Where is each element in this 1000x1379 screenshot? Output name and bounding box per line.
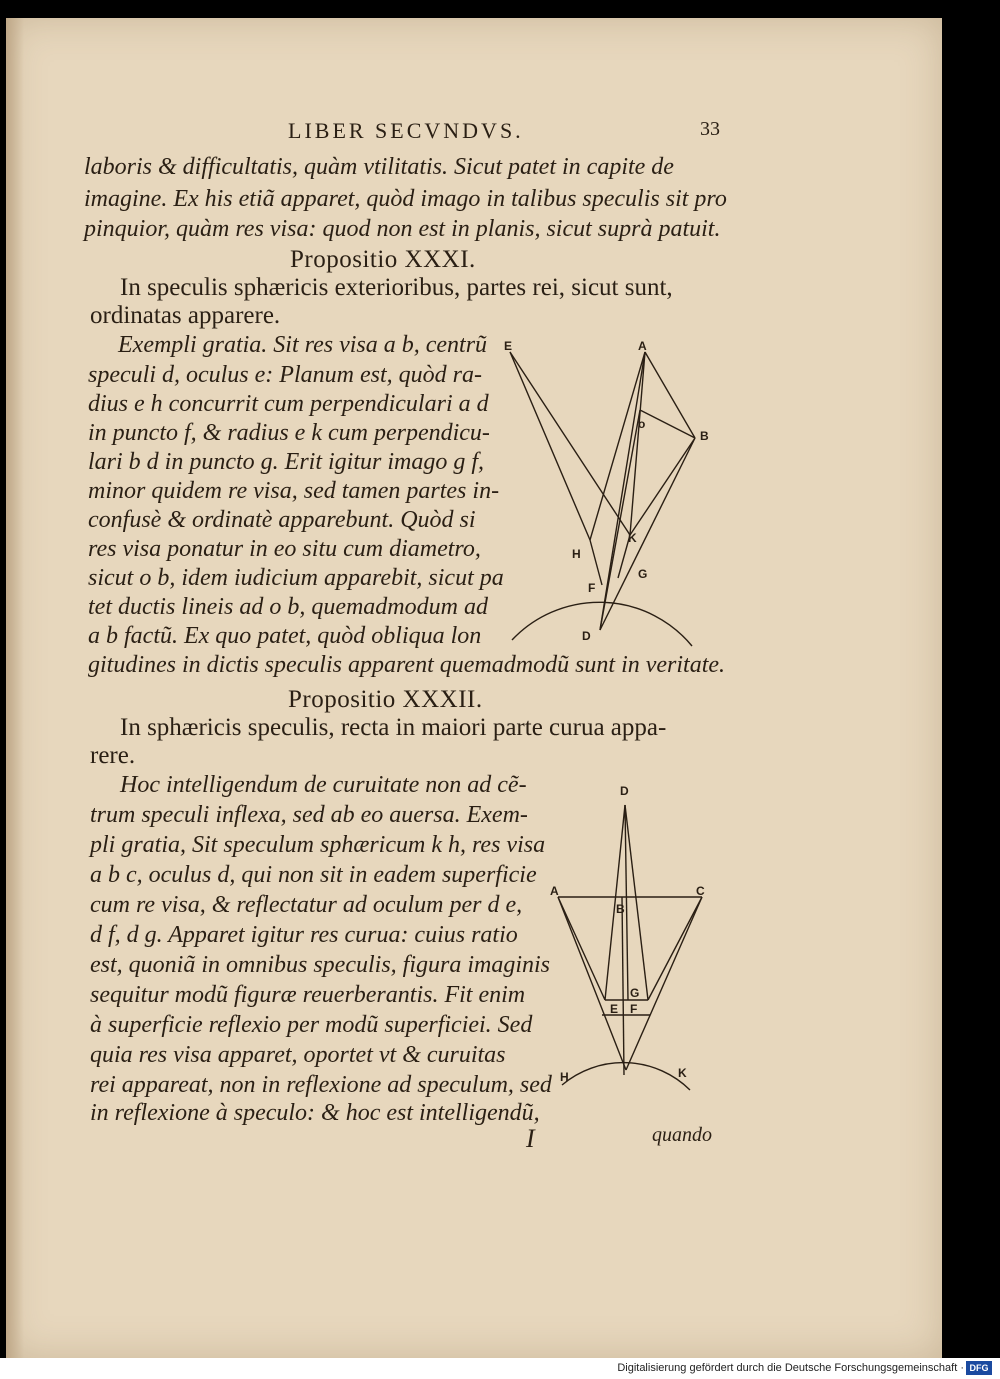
text-line: pli gratia, Sit speculum sphæricum k h, res visa bbox=[90, 832, 546, 858]
label-G: G bbox=[630, 986, 640, 1000]
text-line: laboris & difficultatis, quàm vtilitatis. Sicut patet in capite de bbox=[84, 154, 674, 180]
label-H: H bbox=[572, 547, 581, 561]
text-line: in reflexione à speculo: & hoc est intelligendũ, bbox=[90, 1100, 540, 1126]
enunciation-line: rere. bbox=[90, 742, 136, 769]
text-line: Hoc intelligendum de curuitate non ad cẽ- bbox=[120, 772, 527, 798]
text-line: quia res visa apparet, oportet vt & curuitas bbox=[90, 1042, 506, 1068]
text-line: a b c, oculus d, qui non sit in eadem superficie bbox=[90, 862, 537, 888]
label-O: o bbox=[638, 417, 646, 431]
text-line: sequitur modũ figuræ reuerberantis. Fit enim bbox=[90, 982, 526, 1008]
text-line: tet ductis lineis ad o b, quemadmodum ad bbox=[88, 594, 488, 620]
label-C: C bbox=[696, 884, 705, 898]
text-line: est, quoniã in omnibus speculis, figura imaginis bbox=[90, 952, 551, 978]
text-line: res visa ponatur in eo situ cum diametro, bbox=[88, 536, 481, 562]
label-A: A bbox=[550, 884, 559, 898]
text-line: lari b d in puncto g. Erit igitur imago g f, bbox=[88, 449, 485, 475]
signature-mark: I bbox=[526, 1124, 535, 1153]
label-F: F bbox=[630, 1002, 638, 1016]
proposition-title: Propositio XXXII. bbox=[288, 686, 483, 713]
text-line: imagine. Ex his etiã apparet, quòd imago in talibus speculis sit pro bbox=[84, 186, 727, 212]
proposition-title: Propositio XXXI. bbox=[290, 246, 476, 273]
label-A: A bbox=[638, 339, 647, 353]
text-line: Exempli gratia. Sit res visa a b, centrũ bbox=[118, 332, 488, 358]
page-number: 33 bbox=[700, 118, 720, 140]
text-line: pinquior, quàm res visa: quod non est in planis, sicut suprà patuit. bbox=[84, 216, 721, 242]
diagram-proposition-31 bbox=[490, 330, 740, 650]
label-K: K bbox=[628, 531, 637, 545]
text-line: sicut o b, idem iudicium apparebit, sicut pa bbox=[88, 565, 504, 591]
label-H: H bbox=[560, 1070, 569, 1084]
text-line: trum speculi inflexa, sed ab eo auersa. Exem- bbox=[90, 802, 528, 828]
text-line: d f, d g. Apparet igitur res curua: cuius ratio bbox=[90, 922, 518, 948]
mirror-arc bbox=[562, 1063, 690, 1090]
text-line: minor quidem re visa, sed tamen partes in- bbox=[88, 478, 500, 504]
text-line: in puncto f, & radius e k cum perpendicu- bbox=[88, 420, 490, 446]
diagram-proposition-32 bbox=[540, 775, 740, 1120]
text-line: confusè & ordinatè apparebunt. Quòd si bbox=[88, 507, 476, 533]
text-line: a b factũ. Ex quo patet, quòd obliqua lon bbox=[88, 623, 482, 649]
dfg-logo: DFG bbox=[966, 1361, 992, 1375]
text-line: à superficie reflexio per modũ superficiei. Sed bbox=[90, 1012, 533, 1038]
label-B: B bbox=[616, 902, 625, 916]
mirror-arc bbox=[512, 602, 692, 646]
running-title: LIBER SECVNDVS. bbox=[288, 118, 524, 143]
enunciation-line: ordinatas apparere. bbox=[90, 302, 281, 329]
text-line: gitudines in dictis speculis apparent quemadmodũ sunt in veritate. bbox=[88, 652, 726, 678]
page-gutter-shadow bbox=[6, 18, 24, 1358]
text-line: dius e h concurrit cum perpendiculari a d bbox=[88, 391, 489, 417]
label-K: K bbox=[678, 1066, 687, 1080]
text-line: rei appareat, non in reflexione ad speculum, sed bbox=[90, 1072, 552, 1098]
label-E: E bbox=[610, 1002, 619, 1016]
enunciation-line: In speculis sphæricis exterioribus, partes rei, sicut sunt, bbox=[120, 274, 673, 301]
label-E: E bbox=[504, 339, 513, 353]
text-line: cum re visa, & reflectatur ad oculum per d e, bbox=[90, 892, 523, 918]
label-D: D bbox=[620, 784, 629, 798]
enunciation-line: In sphæricis speculis, recta in maiori parte curua appa- bbox=[120, 714, 667, 741]
footer-credit: Digitalisierung gefördert durch die Deutsche Forschungsgemeinschaft · bbox=[617, 1362, 964, 1374]
label-B: B bbox=[700, 429, 709, 443]
label-G: G bbox=[638, 567, 648, 581]
label-F: F bbox=[588, 581, 596, 595]
text-line: speculi d, oculus e: Planum est, quòd ra- bbox=[88, 362, 482, 388]
catchword: quando bbox=[652, 1124, 712, 1146]
label-D: D bbox=[582, 629, 591, 643]
